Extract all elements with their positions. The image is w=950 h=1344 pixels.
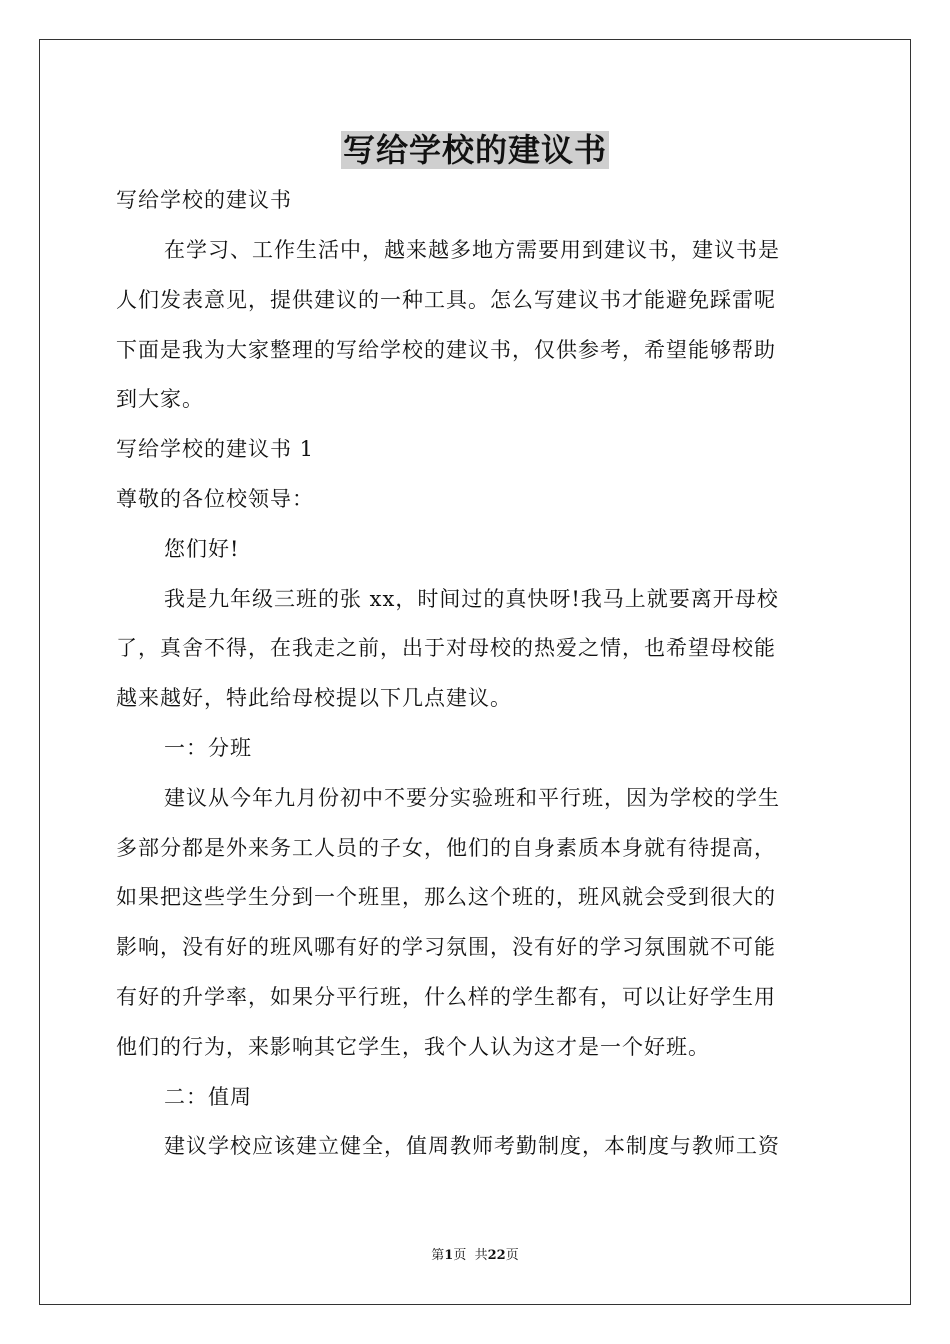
paragraph-line: 他们的行为，来影响其它学生，我个人认为这才是一个好班。 [116,1035,710,1059]
paragraph-line: 建议从今年九月份初中不要分实验班和平行班，因为学校的学生 [164,786,780,810]
total-page-count: 22 [487,1248,506,1263]
salutation: 尊敬的各位校领导： [116,487,314,511]
paragraph-line: 到大家。 [116,387,204,411]
current-page-number: 1 [444,1248,454,1263]
paragraph-line: 越来越好，特此给母校提以下几点建议。 [116,686,512,710]
page-label-prefix: 第 [431,1248,445,1263]
section-heading: 写给学校的建议书 1 [116,437,315,461]
paragraph-line: 了，真舍不得，在我走之前，出于对母校的热爱之情，也希望母校能 [116,636,776,660]
greeting: 您们好! [164,537,240,561]
page-border [39,39,911,1305]
document-title: 写给学校的建议书 [342,131,607,169]
paragraph-line: 如果把这些学生分到一个班里，那么这个班的，班风就会受到很大的 [116,885,776,909]
document-subtitle: 写给学校的建议书 [116,188,292,212]
paragraph-line: 有好的升学率，如果分平行班，什么样的学生都有，可以让好学生用 [116,985,776,1009]
paragraph-line: 我是九年级三班的张 xx，时间过的真快呀!我马上就要离开母校 [164,587,779,611]
page-footer [0,1247,950,1265]
item-heading: 二：值周 [164,1085,252,1109]
paragraph-line: 在学习、工作生活中，越来越多地方需要用到建议书，建议书是 [164,238,780,262]
paragraph-line: 多部分都是外来务工人员的子女，他们的自身素质本身就有待提高， [116,836,776,860]
item-heading: 一：分班 [164,736,252,760]
paragraph-line: 建议学校应该建立健全，值周教师考勤制度，本制度与教师工资 [164,1134,780,1158]
paragraph-line: 人们发表意见，提供建议的一种工具。怎么写建议书才能避免踩雷呢 [116,288,776,312]
paragraph-line: 下面是我为大家整理的写给学校的建议书，仅供参考，希望能够帮助 [116,338,776,362]
page-label-mid: 页 共 [453,1248,488,1263]
page-label-suffix: 页 [505,1248,519,1263]
paragraph-line: 影响，没有好的班风哪有好的学习氛围，没有好的学习氛围就不可能 [116,935,776,959]
